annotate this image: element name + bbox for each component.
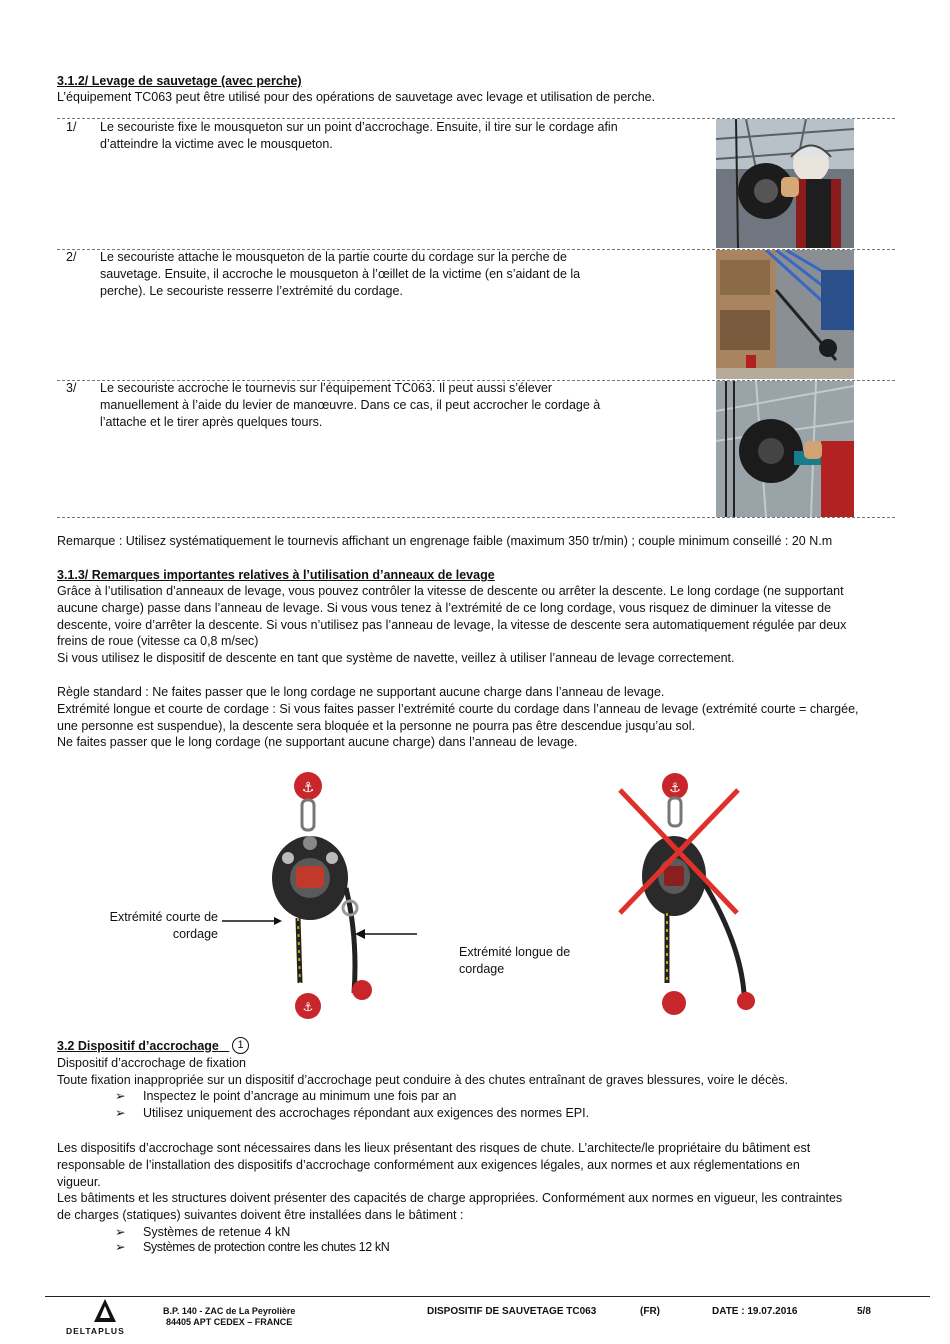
- footer-address-1: B.P. 140 - ZAC de La Peyrolière: [163, 1306, 296, 1316]
- label-line: Extrémité longue de: [459, 945, 571, 959]
- text-line: de charges (statiques) suivantes doivent être installées dans le bâtiment :: [57, 1207, 464, 1222]
- step-line: Le secouriste accroche le tournevis sur l’équipement TC063. Il peut aussi s’élever: [100, 381, 553, 395]
- circled-number: 1: [232, 1037, 249, 1054]
- text-line: Les bâtiments et les structures doivent présenter des capacités de charge appropriées. Conformément aux normes en vigueur, les contraintes: [57, 1191, 843, 1205]
- text-line: Extrémité longue et courte de cordage : Si vous faites passer l’extrémité courte du cordage dans l’anneau de levage (extrémité courte = chargée,: [57, 701, 859, 716]
- svg-text:⚓: ⚓: [669, 781, 681, 796]
- footer-rule: [45, 1296, 930, 1297]
- arrow-short-end: [222, 917, 284, 925]
- footer-address-2: 84405 APT CEDEX – FRANCE: [166, 1317, 293, 1327]
- label-short-end: [100, 909, 218, 943]
- step-line: sauvetage. Ensuite, il accroche le mousqueton à l’œillet de la victime (en s’aidant de la: [100, 266, 581, 281]
- step-line: perche). Le secouriste resserre l’extrémité du cordage.: [100, 283, 403, 298]
- step-text: [100, 119, 630, 153]
- bullet-text: Systèmes de retenue 4 kN: [143, 1225, 291, 1239]
- device-correct-illustration: [258, 768, 388, 1023]
- step-line: l’attache et le tirer après quelques tours.: [100, 414, 323, 429]
- logo-text: DELTAPLUS: [66, 1326, 125, 1336]
- footer-date: DATE : 19.07.2016: [712, 1306, 798, 1317]
- arrow-bullet-icon: ➢: [115, 1240, 126, 1254]
- delta-triangle-icon: [60, 1298, 150, 1324]
- rescue-photo-2: [716, 250, 854, 379]
- footer-page-number: 5/8: [857, 1306, 871, 1317]
- paragraph-313b: [57, 684, 859, 751]
- label-long-end: [459, 944, 570, 978]
- step-text: [100, 380, 630, 430]
- bullet-text: Inspectez le point d’ancrage au minimum une fois par an: [143, 1089, 457, 1103]
- footer-doc-title: DISPOSITIF DE SAUVETAGE TC063: [427, 1306, 597, 1317]
- bullet-text: Systèmes de protection contre les chutes 12 kN: [143, 1240, 390, 1254]
- step-line: Le secouriste fixe le mousqueton sur un point d’accrochage. Ensuite, il tire sur le cordage afin: [100, 120, 618, 134]
- section-heading-313: 3.1.3/ Remarques importantes relatives à l’utilisation d’anneaux de levage: [57, 568, 495, 582]
- text-line: vigueur.: [57, 1174, 101, 1189]
- step-line: d’atteindre la victime avec le mousqueton.: [100, 136, 333, 151]
- step-number: 2/: [66, 250, 77, 264]
- text-line: Si vous utilisez le dispositif de descente en tant que système de navette, veillez à utiliser l’anneau de levage correctement.: [57, 651, 735, 666]
- arrow-long-end: [355, 929, 417, 939]
- paragraph-32b: [57, 1190, 842, 1224]
- deltaplus-logo: [60, 1298, 150, 1338]
- paragraph-32a: [57, 1140, 810, 1190]
- text-line: responsable de l’installation des dispositifs d’accrochage conformément aux exigences légales, aux normes et aux réglementations en: [57, 1157, 800, 1172]
- text-line: Ne faites passer que le long cordage (ne supportant aucune charge) dans l’anneau de levage.: [57, 735, 578, 750]
- arrow-bullet-icon: ➢: [115, 1089, 126, 1103]
- intro-text: L’équipement TC063 peut être utilisé pour des opérations de sauvetage avec levage et utilisation de perche.: [57, 90, 656, 104]
- footer-lang: (FR): [640, 1306, 660, 1317]
- warning-text: Toute fixation inappropriée sur un dispositif d’accrochage peut conduire à des chutes entraînant de graves blessures, voire le décès.: [57, 1073, 788, 1087]
- step-line: Le secouriste attache le mousqueton de la partie courte du cordage sur la perche de: [100, 250, 567, 264]
- divider: [57, 517, 895, 518]
- svg-text:⚓: ⚓: [301, 780, 315, 796]
- rescue-photo-3: [716, 381, 854, 517]
- text-line: freins de roue (vitesse ca 0,8 m/sec): [57, 634, 259, 649]
- heading-text: 3.2 Dispositif d’accrochage: [57, 1039, 219, 1053]
- step-number: 1/: [66, 120, 77, 134]
- subheading: Dispositif d’accrochage de fixation: [57, 1056, 246, 1070]
- section-heading-32: [57, 1038, 229, 1055]
- text-line: Grâce à l’utilisation d’anneaux de levage, vous pouvez contrôler la vitesse de descente ou arrêter la descente. Le long cordage (ne supportant: [57, 584, 844, 598]
- text-line: aucune charge) passe dans l’anneau de levage. Si vous vous tenez à l’extrémité de ce long cordage, vous risquez de diminuer la vitesse de: [57, 600, 832, 615]
- text-line: Règle standard : Ne faites passer que le long cordage ne supportant aucune charge dans l’anneau de levage.: [57, 685, 665, 699]
- label-line: cordage: [459, 961, 505, 976]
- text-line: Les dispositifs d’accrochage sont nécessaires dans les lieux présentant des risques de chute. L’architecte/le propriétaire du bâtiment est: [57, 1141, 811, 1155]
- text-line: descente, voire d’arrêter la descente. Si vous n’utilisez pas l’anneau de levage, la vitesse de descente sera automatiquement régulée par deux: [57, 617, 847, 632]
- device-incorrect-illustration: [612, 768, 767, 1023]
- label-line: cordage: [172, 926, 218, 941]
- step-line: manuellement à l’aide du levier de manœuvre. Dans ce cas, il peut accrocher le cordage à: [100, 397, 601, 412]
- label-line: Extrémité courte de: [109, 910, 218, 924]
- bullet-text: Utilisez uniquement des accrochages répondant aux exigences des normes EPI.: [143, 1106, 590, 1120]
- rescue-photo-1: [716, 119, 854, 248]
- step-text: [100, 249, 630, 299]
- arrow-bullet-icon: ➢: [115, 1106, 126, 1120]
- section-heading-312: 3.1.2/ Levage de sauvetage (avec perche): [57, 74, 302, 88]
- text-line: une personne est suspendue), la descente sera bloquée et la personne ne pourra pas être descendue jusqu’au sol.: [57, 718, 695, 733]
- paragraph-313: [57, 583, 846, 667]
- svg-text:⚓: ⚓: [302, 1000, 314, 1014]
- remark-text: Remarque : Utilisez systématiquement le tournevis affichant un engrenage faible (maximum 350 tr/min) ; couple minimum conseillé : 20 N.m: [57, 534, 833, 548]
- step-number: 3/: [66, 381, 77, 395]
- arrow-bullet-icon: ➢: [115, 1225, 126, 1239]
